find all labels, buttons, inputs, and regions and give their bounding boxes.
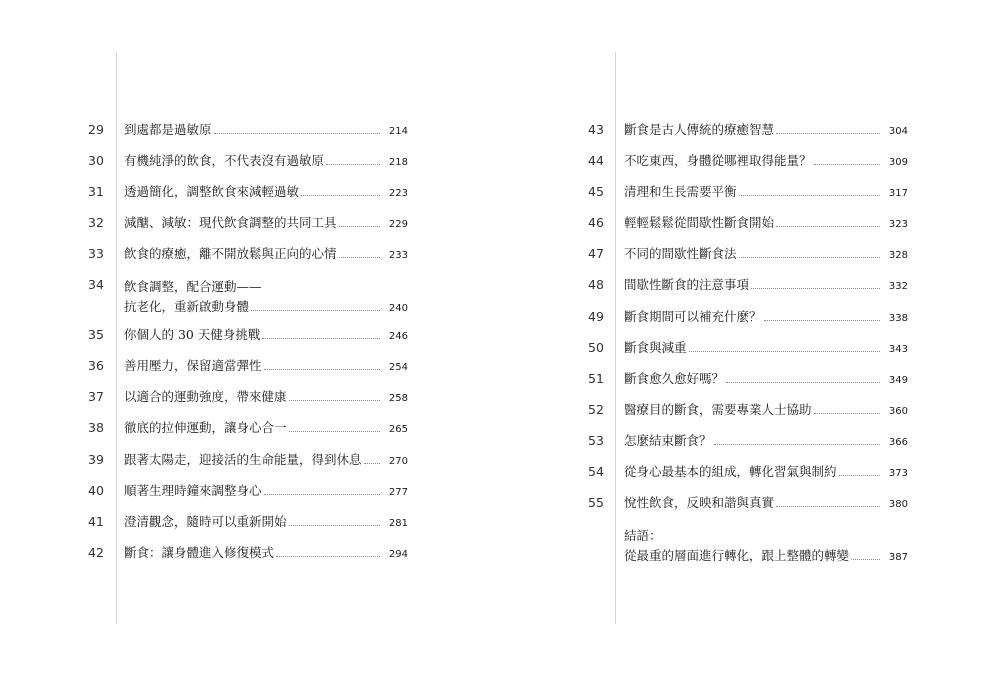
toc-entry-title: 不吃東西，身體從哪裡取得能量？ (624, 153, 812, 168)
toc-entry-line (124, 184, 408, 202)
toc-entry-title: 從身心最基本的組成，轉化習氣與制約 (624, 464, 837, 479)
toc-entry-title: 輕輕鬆鬆從間歇性斷食開始 (624, 215, 775, 230)
chapter-number: 49 (588, 309, 604, 324)
dot-leader (739, 256, 880, 258)
toc-entry-title-line1: 飲食調整，配合運動—— (124, 279, 262, 294)
dot-leader (289, 399, 380, 401)
toc-entry-title: 跟著太陽走，迎接活的生命能量，得到休息 (124, 452, 362, 467)
toc-entry-line (624, 246, 908, 264)
toc-entry-page-number: 304 (888, 126, 908, 137)
dot-leader (689, 350, 880, 352)
chapter-number: 53 (588, 433, 604, 448)
chapter-number: 39 (88, 452, 104, 467)
right-margin-rule (615, 52, 616, 624)
dot-leader (276, 555, 380, 557)
conclusion-label: 結語： (624, 528, 662, 543)
toc-entry-page-number: 332 (888, 281, 908, 292)
toc-entry-title: 飲食的療癒，離不開放鬆與正向的心情 (124, 246, 337, 261)
dot-leader (851, 558, 880, 560)
toc-entry-line (624, 340, 908, 358)
toc-entry-page-number: 294 (388, 549, 408, 560)
toc-entry-title: 斷食與減重 (624, 340, 687, 355)
toc-entry-page-number: 218 (388, 157, 408, 168)
toc-entry-page-number: 233 (388, 250, 408, 261)
chapter-number: 44 (588, 153, 604, 168)
toc-entry-line (624, 371, 908, 389)
chapter-number: 31 (88, 184, 104, 199)
toc-entry-line (124, 514, 408, 532)
chapter-number: 42 (88, 545, 104, 560)
chapter-number: 40 (88, 483, 104, 498)
chapter-number: 37 (88, 389, 104, 404)
toc-entry-line (124, 122, 408, 140)
chapter-number: 43 (588, 122, 604, 137)
chapter-number: 48 (588, 277, 604, 292)
toc-entry-line (624, 546, 908, 568)
chapter-number: 29 (88, 122, 104, 137)
toc-entry-page-number: 323 (888, 219, 908, 230)
dot-leader (339, 256, 380, 258)
chapter-number: 30 (88, 153, 104, 168)
toc-entry-title: 斷食愈久愈好嗎？ (624, 371, 725, 386)
toc-entry-title: 怎麼結束斷食？ (624, 433, 712, 448)
toc-entry-line (124, 153, 408, 171)
chapter-number: 46 (588, 215, 604, 230)
dot-leader (739, 194, 880, 196)
chapter-number: 32 (88, 215, 104, 230)
dot-leader (326, 163, 380, 165)
chapter-number: 50 (588, 340, 604, 355)
toc-entry-page-number: 338 (888, 313, 908, 324)
dot-leader (726, 381, 880, 383)
chapter-number: 51 (588, 371, 604, 386)
toc-entry-page-number: 343 (888, 344, 908, 355)
chapter-number: 35 (88, 327, 104, 342)
toc-entry-title: 以適合的運動強度，帶來健康 (124, 389, 287, 404)
toc-entry-line (624, 277, 908, 295)
toc-entry-page-number: 281 (388, 518, 408, 529)
dot-leader (839, 474, 880, 476)
dot-leader (776, 505, 880, 507)
chapter-number: 41 (88, 514, 104, 529)
dot-leader (751, 287, 880, 289)
toc-entry-title: 徹底的拉伸運動，讓身心合一 (124, 420, 287, 435)
toc-entry-page-number: 380 (888, 499, 908, 510)
toc-entry-page-number: 246 (388, 331, 408, 342)
dot-leader (264, 368, 380, 370)
toc-entry-line (124, 452, 408, 470)
toc-entry-line (624, 184, 908, 202)
chapter-number: 34 (88, 277, 104, 292)
toc-entry-page-number: 229 (388, 219, 408, 230)
dot-leader (264, 493, 380, 495)
toc-entry-title: 悅性飲食，反映和諧與真實 (624, 495, 775, 510)
toc-entry-line (124, 545, 408, 563)
dot-leader (776, 132, 880, 134)
toc-entry-title: 到處都是過敏原 (124, 122, 212, 137)
toc-entry-title: 醫療目的斷食，需要專業人士協助 (624, 402, 812, 417)
dot-leader (289, 524, 380, 526)
toc-entry-page-number: 387 (888, 552, 908, 563)
toc-entry-page-number: 349 (888, 375, 908, 386)
toc-entry-title: 不同的間歇性斷食法 (624, 246, 737, 261)
toc-entry-title: 減醣、減敏：現代飲食調整的共同工具 (124, 215, 337, 230)
toc-entry-line (624, 122, 908, 140)
dot-leader (301, 194, 380, 196)
toc-entry-title: 清理和生長需要平衡 (624, 184, 737, 199)
toc-entry-line (624, 464, 908, 482)
toc-entry-page-number: 258 (388, 393, 408, 404)
dot-leader (339, 225, 380, 227)
dot-leader (814, 163, 880, 165)
toc-entry-title: 有機純淨的飲食，不代表沒有過敏原 (124, 153, 325, 168)
toc-entry-title: 斷食：讓身體進入修復模式 (124, 545, 275, 560)
toc-entry-line (124, 389, 408, 407)
toc-entry-line (624, 215, 908, 233)
dot-leader (776, 225, 880, 227)
toc-entry-line (124, 327, 408, 345)
toc-entry-line (124, 246, 408, 264)
toc-entry-line (124, 297, 408, 319)
chapter-number: 38 (88, 420, 104, 435)
toc-entry-page-number: 240 (388, 303, 408, 314)
chapter-number: 45 (588, 184, 604, 199)
toc-entry-line (624, 153, 908, 171)
dot-leader (364, 462, 380, 464)
toc-entry-title: 從最重的層面進行轉化，跟上整體的轉變 (624, 548, 850, 563)
toc-entry-title: 斷食期間可以補充什麼？ (624, 309, 762, 324)
toc-entry-title: 透過簡化，調整飲食來減輕過敏 (124, 184, 300, 199)
toc-entry-page-number: 265 (388, 424, 408, 435)
toc-entry-line (124, 483, 408, 501)
dot-leader (714, 443, 880, 445)
toc-entry-page-number: 277 (388, 487, 408, 498)
toc-entry-line (124, 420, 408, 438)
toc-entry-title: 間歇性斷食的注意事項 (624, 277, 750, 292)
toc-entry-page-number: 309 (888, 157, 908, 168)
toc-entry-page-number: 328 (888, 250, 908, 261)
chapter-number: 36 (88, 358, 104, 373)
toc-entry-page-number: 373 (888, 468, 908, 479)
toc-entry-line (624, 402, 908, 420)
chapter-number: 55 (588, 495, 604, 510)
dot-leader (289, 430, 380, 432)
toc-entry-title: 澄清觀念，隨時可以重新開始 (124, 514, 287, 529)
toc-entry-page-number: 214 (388, 126, 408, 137)
chapter-number: 54 (588, 464, 604, 479)
toc-entry-page-number: 254 (388, 362, 408, 373)
dot-leader (262, 337, 380, 339)
dot-leader (251, 309, 380, 311)
toc-entry-line (624, 495, 908, 513)
toc-entry-title: 善用壓力，保留適當彈性 (124, 358, 262, 373)
chapter-number: 33 (88, 246, 104, 261)
toc-entry-line (124, 358, 408, 376)
toc-entry-page-number: 317 (888, 188, 908, 199)
chapter-number: 47 (588, 246, 604, 261)
toc-entry-title: 斷食是古人傳統的療癒智慧 (624, 122, 775, 137)
toc-entry-title: 順著生理時鐘來調整身心 (124, 483, 262, 498)
dot-leader (764, 319, 880, 321)
toc-entry-page-number: 366 (888, 437, 908, 448)
dot-leader (814, 412, 880, 414)
chapter-number: 52 (588, 402, 604, 417)
dot-leader (214, 132, 380, 134)
toc-entry-title: 你個人的 30 天健身挑戰 (124, 327, 261, 342)
toc-entry-line (624, 309, 908, 327)
toc-entry-page-number: 360 (888, 406, 908, 417)
toc-entry-page-number: 270 (388, 456, 408, 467)
toc-entry-line (624, 433, 908, 451)
toc-entry-title: 抗老化，重新啟動身體 (124, 299, 250, 314)
toc-entry-line (124, 215, 408, 233)
toc-entry-page-number: 223 (388, 188, 408, 199)
